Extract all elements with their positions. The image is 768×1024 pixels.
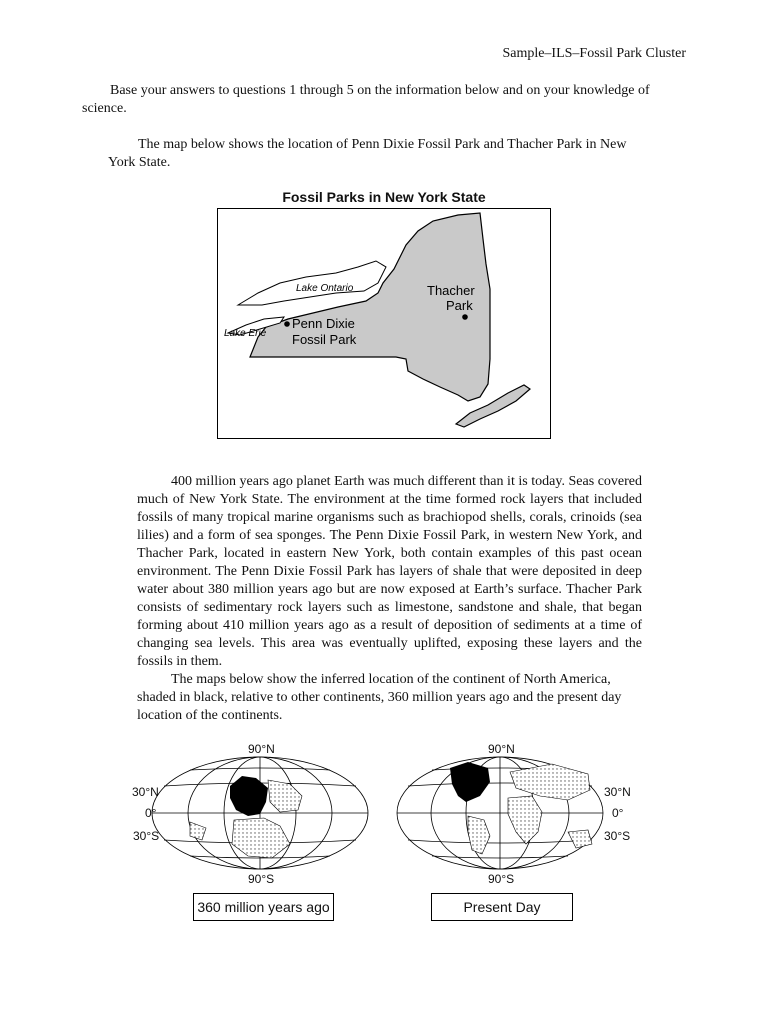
passage-paragraph: 400 million years ago planet Earth was much different than it is today. Seas covered much of New York State. The environment at the time formed rock layers that included fossils of many tropical marine organisms such as brachiopod shells, corals, crinoids (sea lilies) and a form of sea sponges. The Penn Dixie Fossil Park, in western New York, and Thacher Park, located in eastern New York, both contain examples of this past ocean environment. The Penn Dixie Fossil Park has layers of shale that were deposited in deep water about 380 million years ago but are now exposed at Earth’s surface. Thacher Park consists of sedimentary rock layers such as limestone, sandstone and shale, that began forming about 410 million years ago as a result of deposition of sediments at a time of changing sea levels. This area was eventually uplifted, exposing these layers and the fossils in them. (137, 474, 642, 669)
north-america-past (230, 776, 268, 816)
map-title: Fossil Parks in New York State (282, 189, 486, 205)
eurasia-present (510, 764, 590, 800)
south-america-present (468, 816, 490, 854)
label-90s-present: 90°S (488, 872, 515, 886)
lake-ontario-label: Lake Ontario (296, 283, 354, 294)
caption-past: 360 million years ago (193, 893, 334, 921)
label-90n-present: 90°N (488, 742, 515, 756)
penn-dixie-dot (284, 321, 290, 327)
new-york-map (217, 208, 551, 439)
label-30s: 30°S (133, 829, 160, 843)
landmass-past-2 (232, 818, 290, 858)
passage-paragraph-2: The maps below show the inferred location of the continent of North America, shaded in black, relative to other continents, 360 million years ago and the present day location of the continents. (137, 672, 622, 723)
landmass-past-3 (190, 822, 206, 840)
thacher-park-dot (462, 314, 468, 320)
thacher-label-2: Park (446, 298, 473, 313)
label-90s: 90°S (248, 872, 275, 886)
lake-erie-label: Lake Erie (224, 328, 267, 339)
page-header: Sample–ILS–Fossil Park Cluster (502, 46, 686, 61)
label-0: 0° (145, 806, 157, 820)
africa-present (508, 796, 542, 844)
intro-paragraph: Base your answers to questions 1 through 5 on the information below and on your knowledge of science. (82, 83, 650, 116)
thacher-label-1: Thacher (427, 283, 475, 298)
label-0-present: 0° (612, 806, 624, 820)
label-30n-present: 30°N (604, 785, 631, 799)
penn-dixie-label-2: Fossil Park (292, 332, 357, 347)
globe-past-svg (130, 740, 390, 880)
label-90n: 90°N (248, 742, 275, 756)
new-york-state-shape (218, 209, 552, 440)
caption-present: Present Day (431, 893, 573, 921)
australia-present (568, 830, 592, 848)
penn-dixie-label-1: Penn Dixie (292, 316, 355, 331)
map-intro-paragraph: The map below shows the location of Penn Dixie Fossil Park and Thacher Park in New York State. (108, 137, 627, 170)
landmass-past-1 (268, 780, 302, 812)
label-30s-present: 30°S (604, 829, 631, 843)
globe-present-svg (392, 740, 652, 880)
label-30n: 30°N (132, 785, 159, 799)
north-america-present (450, 762, 490, 802)
